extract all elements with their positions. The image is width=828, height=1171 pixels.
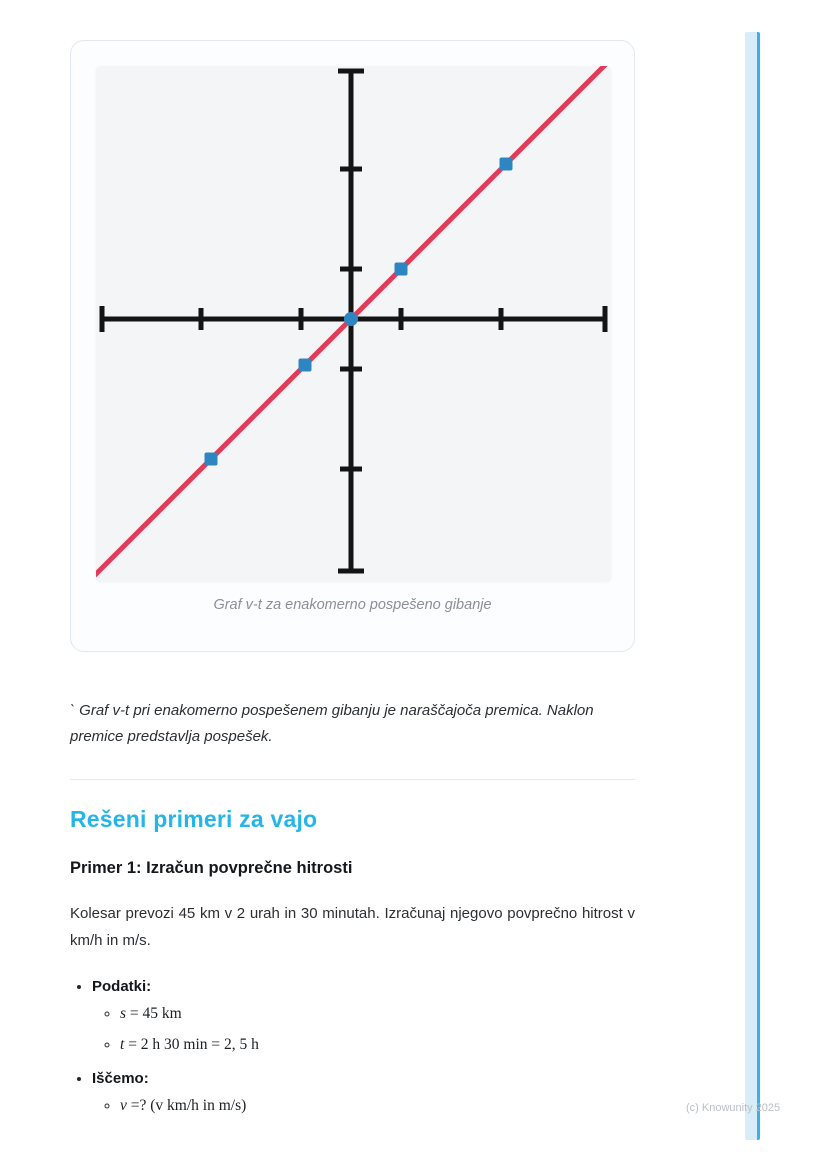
vt-graph-plot-area [96,66,611,581]
math-item [120,1097,635,1115]
section-divider [70,779,635,780]
list-item-label: Podatki: [92,977,152,995]
list-item-iscemo [92,1070,635,1115]
example-heading: Primer 1: Izračun povprečne hitrosti [70,858,353,877]
problem-paragraph: Kolesar prevozi 45 km v 2 urah in 30 minutah. Izračunaj njegovo povprečno hitrost v km/h in m/s. [70,904,635,949]
math-variable: t [120,1035,125,1053]
math-rest: = 2 h 30 min = 2, 5 h [124,1035,259,1053]
list-item-podatki [92,978,635,1054]
sub-list [92,1005,635,1054]
math-rest: = 45 km [126,1004,182,1022]
list-item-label: Iščemo: [92,1069,149,1087]
figure-card [70,40,635,652]
scrollbar-track[interactable] [745,32,760,1140]
math-expression [120,1036,259,1053]
figure-caption: Graf v-t za enakomerno pospešeno gibanje [213,597,492,613]
math-variable: v [120,1096,127,1114]
sub-list [92,1097,635,1115]
article-content [70,40,635,1131]
math-expression [120,1097,246,1114]
note-text: ` Graf v-t pri enakomerno pospešenem gibanju je naraščajoča premica. Naklon premice predstavlja pospešek. [70,702,594,746]
math-item [120,1036,635,1054]
math-item [120,1005,635,1023]
math-rest: =? (v km/h in m/s) [126,1096,247,1114]
copyright-text: (c) Knowunity 2025 [686,1102,781,1114]
math-variable: s [120,1004,127,1022]
data-list [70,978,635,1115]
vt-graph [96,66,611,581]
section-heading: Rešeni primeri za vajo [70,805,318,832]
math-expression [120,1005,182,1022]
